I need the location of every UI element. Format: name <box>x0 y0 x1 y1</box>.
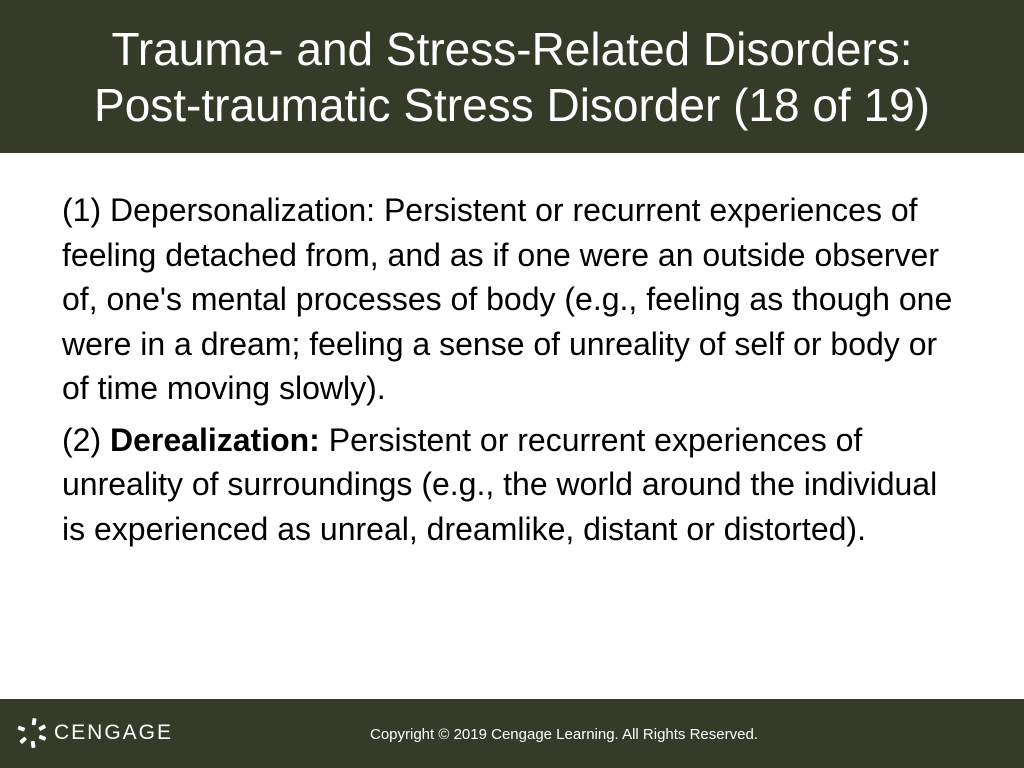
slide-title-line-2: Post-traumatic Stress Disorder (18 of 19) <box>94 78 930 131</box>
logo-text: CENGAGE <box>54 721 174 744</box>
paragraph-number: (1) <box>62 192 110 228</box>
paragraph-derealization <box>62 418 962 552</box>
cengage-logo <box>16 717 173 749</box>
cengage-starburst-icon <box>16 717 48 749</box>
paragraph-text: Persistent or recurrent experiences of unreality of surroundings (e.g., the world around the individual is experienced as unreal, dreamlike, distant or distorted). <box>62 421 938 547</box>
slide-title-line-1: Trauma- and Stress-Related Disorders: <box>111 22 913 75</box>
slide-header <box>0 0 1024 153</box>
slide-footer <box>0 699 1024 768</box>
term-derealization: Derealization: <box>110 421 320 458</box>
paragraph-depersonalization <box>62 188 962 411</box>
paragraph-number: (2) <box>62 421 110 458</box>
slide-body <box>62 188 962 558</box>
copyright-notice: Copyright © 2019 Cengage Learning. All Rights Reserved. <box>370 726 758 743</box>
paragraph-text: Depersonalization: Persistent or recurrent experiences of feeling detached from, and as if one were an outside observer of, one's mental processes of body (e.g., feeling as though one were in a dream; feeling a sense of unreality of self or body or of time moving slowly). <box>62 192 953 406</box>
